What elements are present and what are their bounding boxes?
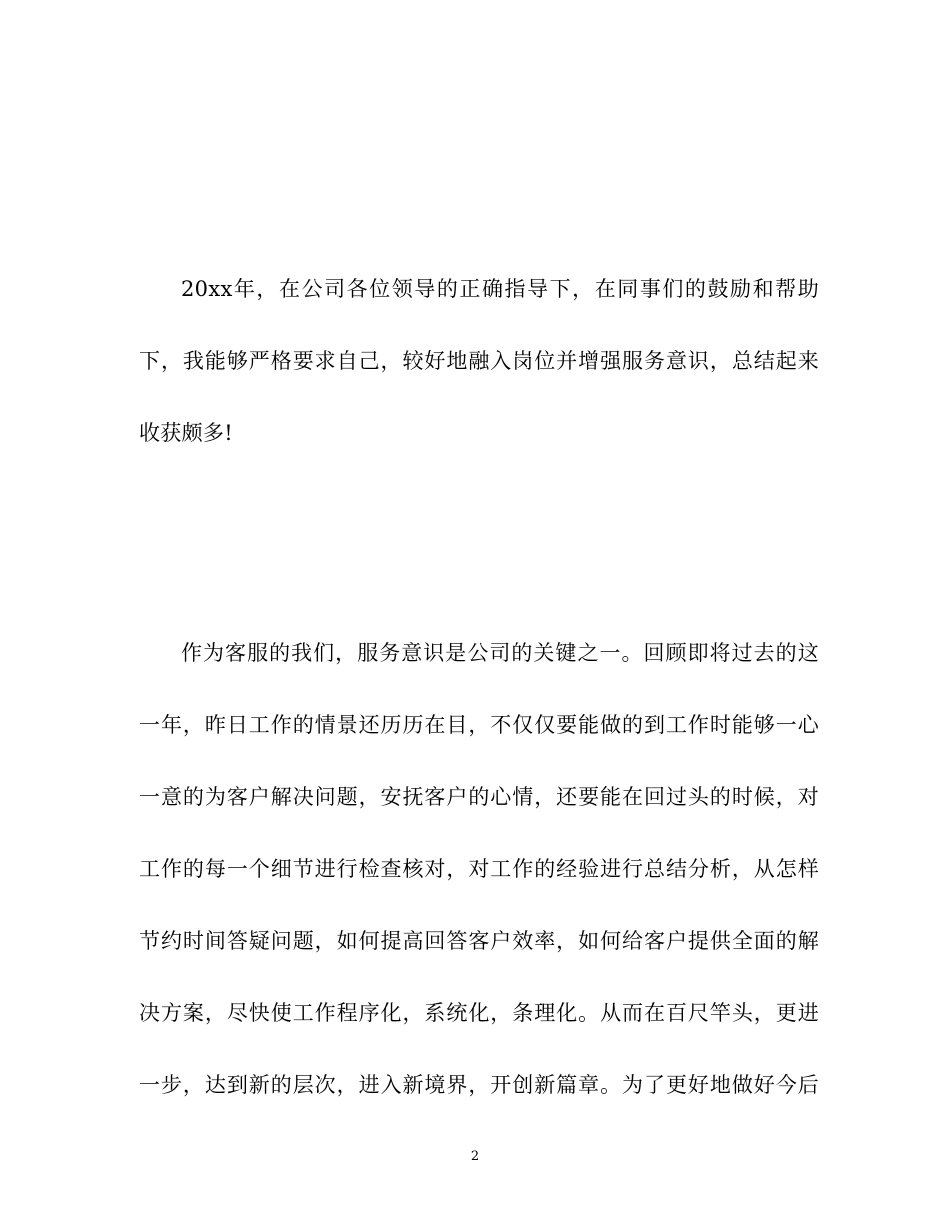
paragraph-line: 一步，达到新的层次，进入新境界，开创新篇章。为了更好地做好今后 — [139, 1073, 819, 1097]
paragraph-line: 一意的为客户解决问题，安抚客户的心情，还要能在回过头的时候，对 — [139, 785, 819, 809]
page-number: 2 — [470, 1149, 480, 1164]
paragraph-line: 决方案，尽快使工作程序化，系统化，条理化。从而在百尺竿头，更进 — [139, 1001, 819, 1025]
paragraph-line: 工作的每一个细节进行检查核对，对工作的经验进行总结分析，从怎样 — [139, 857, 819, 881]
paragraph-line: 一年，昨日工作的情景还历历在目，不仅仅要能做的到工作时能够一心 — [139, 713, 819, 737]
paragraph-line: 收获颇多! — [139, 421, 233, 445]
paragraph-line: 节约时间答疑问题，如何提高回答客户效率，如何给客户提供全面的解 — [139, 929, 819, 953]
paragraph-line: 作为客服的我们，服务意识是公司的关键之一。回顾即将过去的这 — [181, 641, 819, 665]
paragraph-line: 下，我能够严格要求自己，较好地融入岗位并增强服务意识，总结起来 — [139, 349, 819, 373]
paragraph-line: 20xx年，在公司各位领导的正确指导下，在同事们的鼓励和帮助 — [181, 277, 819, 301]
